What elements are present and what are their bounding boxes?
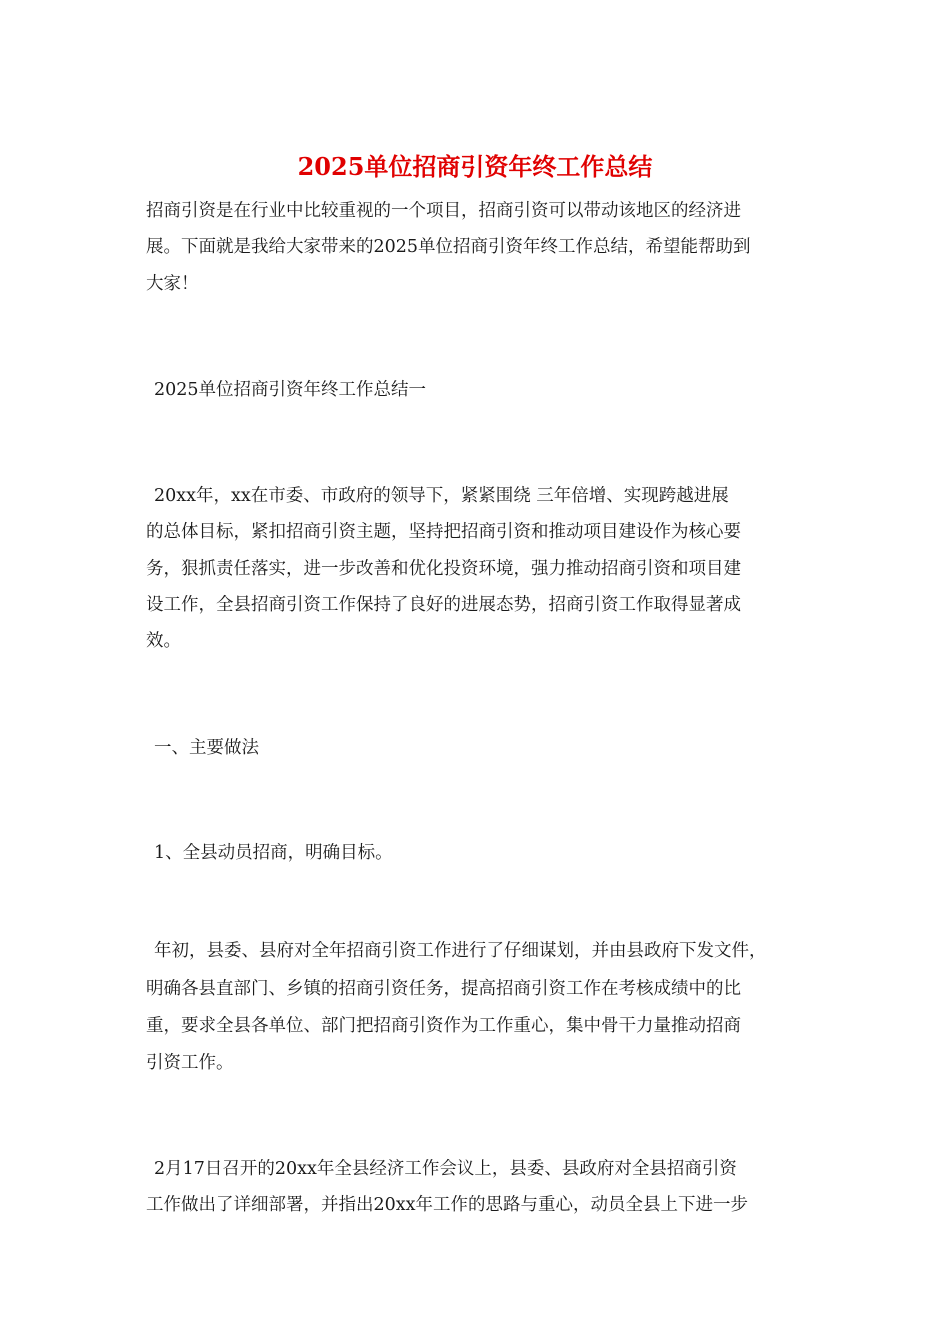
intro-line-3: 大家！ (146, 274, 199, 294)
part-heading: 一、主要做法 (154, 738, 259, 758)
paragraph1-line-2: 的总体目标，紧扣招商引资主题，坚持把招商引资和推动项目建设作为核心要 (146, 522, 741, 542)
intro-line-2: 展。下面就是我给大家带来的2025单位招商引资年终工作总结，希望能帮助到 (146, 237, 751, 257)
intro-line-1: 招商引资是在行业中比较重视的一个项目，招商引资可以带动该地区的经济进 (146, 201, 741, 221)
paragraph1-line-4: 设工作，全县招商引资工作保持了良好的进展态势，招商引资工作取得显著成 (146, 595, 741, 615)
paragraph2-line-2: 明确各县直部门、乡镇的招商引资任务，提高招商引资工作在考核成绩中的比 (146, 979, 741, 999)
paragraph3-line-1: 2月17日召开的20xx年全县经济工作会议上，县委、县政府对全县招商引资 (154, 1159, 737, 1179)
item-heading: 1、全县动员招商，明确目标。 (154, 843, 393, 863)
paragraph2-line-4: 引资工作。 (146, 1053, 234, 1073)
paragraph1-line-5: 效。 (146, 631, 181, 651)
paragraph2-line-3: 重，要求全县各单位、部门把招商引资作为工作重心，集中骨干力量推动招商 (146, 1016, 741, 1036)
paragraph1-line-1: 20xx年，xx在市委、市政府的领导下，紧紧围绕 三年倍增、实现跨越进展 (154, 486, 729, 506)
paragraph2-line-1: 年初，县委、县府对全年招商引资工作进行了仔细谋划，并由县政府下发文件， (154, 941, 767, 961)
section-heading: 2025单位招商引资年终工作总结一 (154, 380, 427, 400)
paragraph3-line-2: 工作做出了详细部署，并指出20xx年工作的思路与重心，动员全县上下进一步 (146, 1195, 749, 1215)
paragraph1-line-3: 务，狠抓责任落实，进一步改善和优化投资环境，强力推动招商引资和项目建 (146, 559, 741, 579)
document-title: 2025单位招商引资年终工作总结 (297, 152, 653, 181)
